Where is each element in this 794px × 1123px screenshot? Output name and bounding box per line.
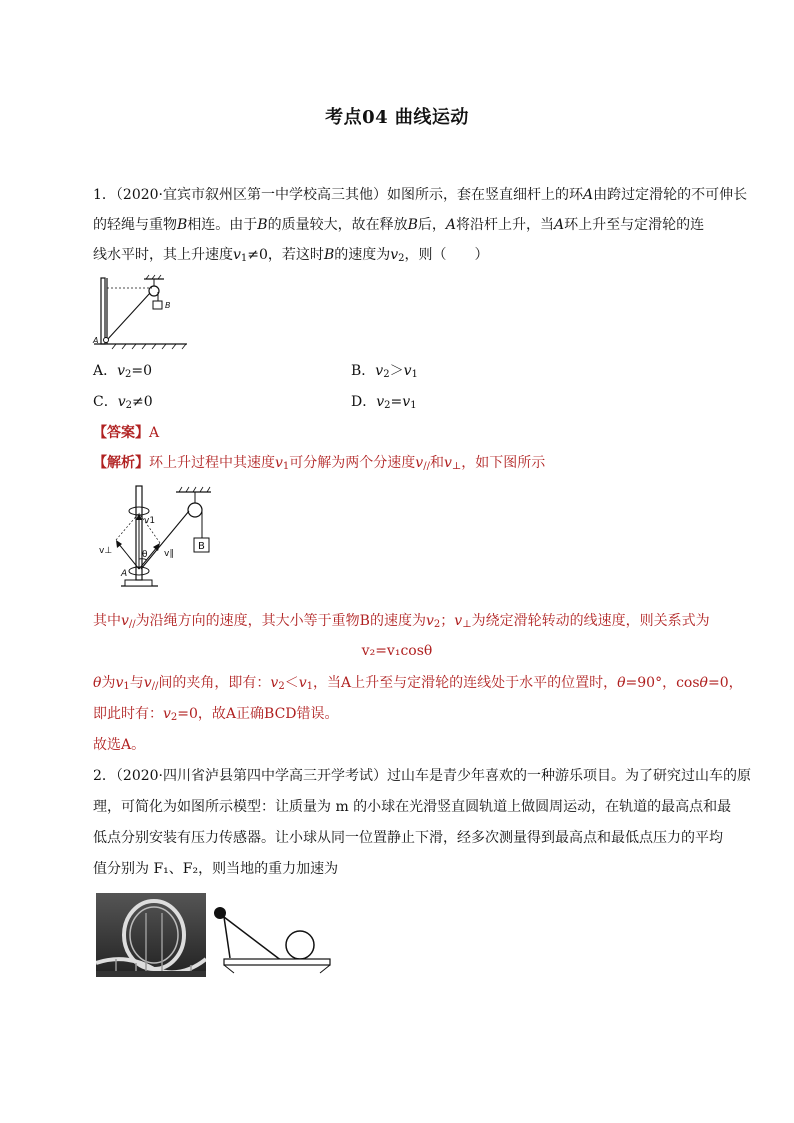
q1-number: 1． <box>93 187 116 203</box>
q2-source: （2020·四川省泸县第四中学高三开学考试） <box>115 768 387 784</box>
fig2-label-vpar: v∥ <box>164 549 174 559</box>
fig2-label-vperp: v⊥ <box>99 546 113 556</box>
q2-line-2: 理，可简化为如图所示模型：让质量为 m 的小球在光滑竖直圆轨道上做圆周运动，在轨道的最高点和最 <box>93 799 732 815</box>
q1-line-3: 线水平时，其上升速度$v_1\ne 0$，若这时B的速度为$v_2$，则（ ） <box>93 247 489 264</box>
fig1-label-b: B <box>165 301 171 310</box>
choice-c-label: C． <box>93 394 118 410</box>
q2-text: 过山车是青少年喜欢的一种游乐项目。为了研究过山车的原 <box>387 768 751 784</box>
answer-value: A <box>149 425 160 441</box>
choice-d[interactable]: D．$v_2=v_1$ <box>351 394 417 411</box>
velocity-decomposition-figure <box>96 483 226 593</box>
fig2-label-v1: v1 <box>144 516 156 526</box>
page-title: 考点04 曲线运动 <box>325 107 469 128</box>
q2-line-3: 低点分别安装有压力传感器。让小球从同一位置静止下滑，经多次测量得到最高点和最低点压力的平均 <box>93 830 723 846</box>
q2-line-4: 值分别为 F₁、F₂，则当地的重力加速为 <box>93 861 339 877</box>
choice-d-label: D． <box>351 394 377 410</box>
roller-coaster-photo <box>96 893 206 977</box>
analysis-line-4: 即此时有：$v_2=0$，故A正确BCD错误。 <box>93 706 339 723</box>
conclusion: 故选A。 <box>93 737 146 753</box>
formula: v₂=v₁cosθ <box>361 643 433 659</box>
analysis-line: 【解析】环上升过程中其速度$v_1$可分解为两个分速度$v_{//}$和$v_\perp$，如下图所示 <box>93 455 546 472</box>
q1-line-2: 的轻绳与重物B相连。由于B的质量较大，故在释放B后，A将沿杆上升，当A环上升至与定滑轮的连 <box>93 217 705 233</box>
analysis-tag: 【解析】 <box>93 455 149 471</box>
choice-a[interactable]: A．$v_2=0$ <box>93 363 153 380</box>
q1-source: （2020·宜宾市叙州区第一中学校高三其他） <box>115 187 387 203</box>
q1-text-3: 线水平时，其上升速度 <box>93 247 233 263</box>
pulley-rod-figure <box>92 274 192 350</box>
analysis-line-2: 其中$v_{//}$为沿绳方向的速度，其大小等于重物B的速度为$v_2$；$v_\perp$为绕定滑轮转动的线速度，则关系式为 <box>93 613 710 630</box>
choice-b-label: B． <box>351 363 376 379</box>
choice-a-label: A． <box>93 363 118 379</box>
loop-track-model <box>210 903 335 975</box>
q1-text-2: 的轻绳与重物 <box>93 217 177 233</box>
fig1-label-a: A <box>93 336 99 345</box>
fig2-label-b: B <box>198 541 205 552</box>
choice-b[interactable]: B．$v_2>v_1$ <box>351 363 418 380</box>
analysis-text: 环上升过程中其速度 <box>149 455 275 471</box>
q1-line-1: 1．（2020·宜宾市叙州区第一中学校高三其他）如图所示，套在竖直细杆上的环A由跨过定滑轮的不可伸长 <box>93 187 748 203</box>
answer-line <box>93 421 159 445</box>
q2-number: 2． <box>93 768 116 784</box>
choice-c[interactable]: C．$v_2\ne 0$ <box>93 394 153 411</box>
fig2-label-a: A <box>121 569 128 579</box>
analysis-line-3: θ为$v_1$与$v_{//}$间的夹角，即有：$v_2<v_1$，当A上升至与定滑轮的连线处于水平的位置时，θ=90°，cosθ=0， <box>93 675 743 692</box>
q1-text: 如图所示，套在竖直细杆上的环 <box>387 187 583 203</box>
fig2-label-theta: θ <box>142 550 148 560</box>
q2-line-1 <box>93 764 751 788</box>
answer-tag: 【答案】 <box>93 425 149 441</box>
